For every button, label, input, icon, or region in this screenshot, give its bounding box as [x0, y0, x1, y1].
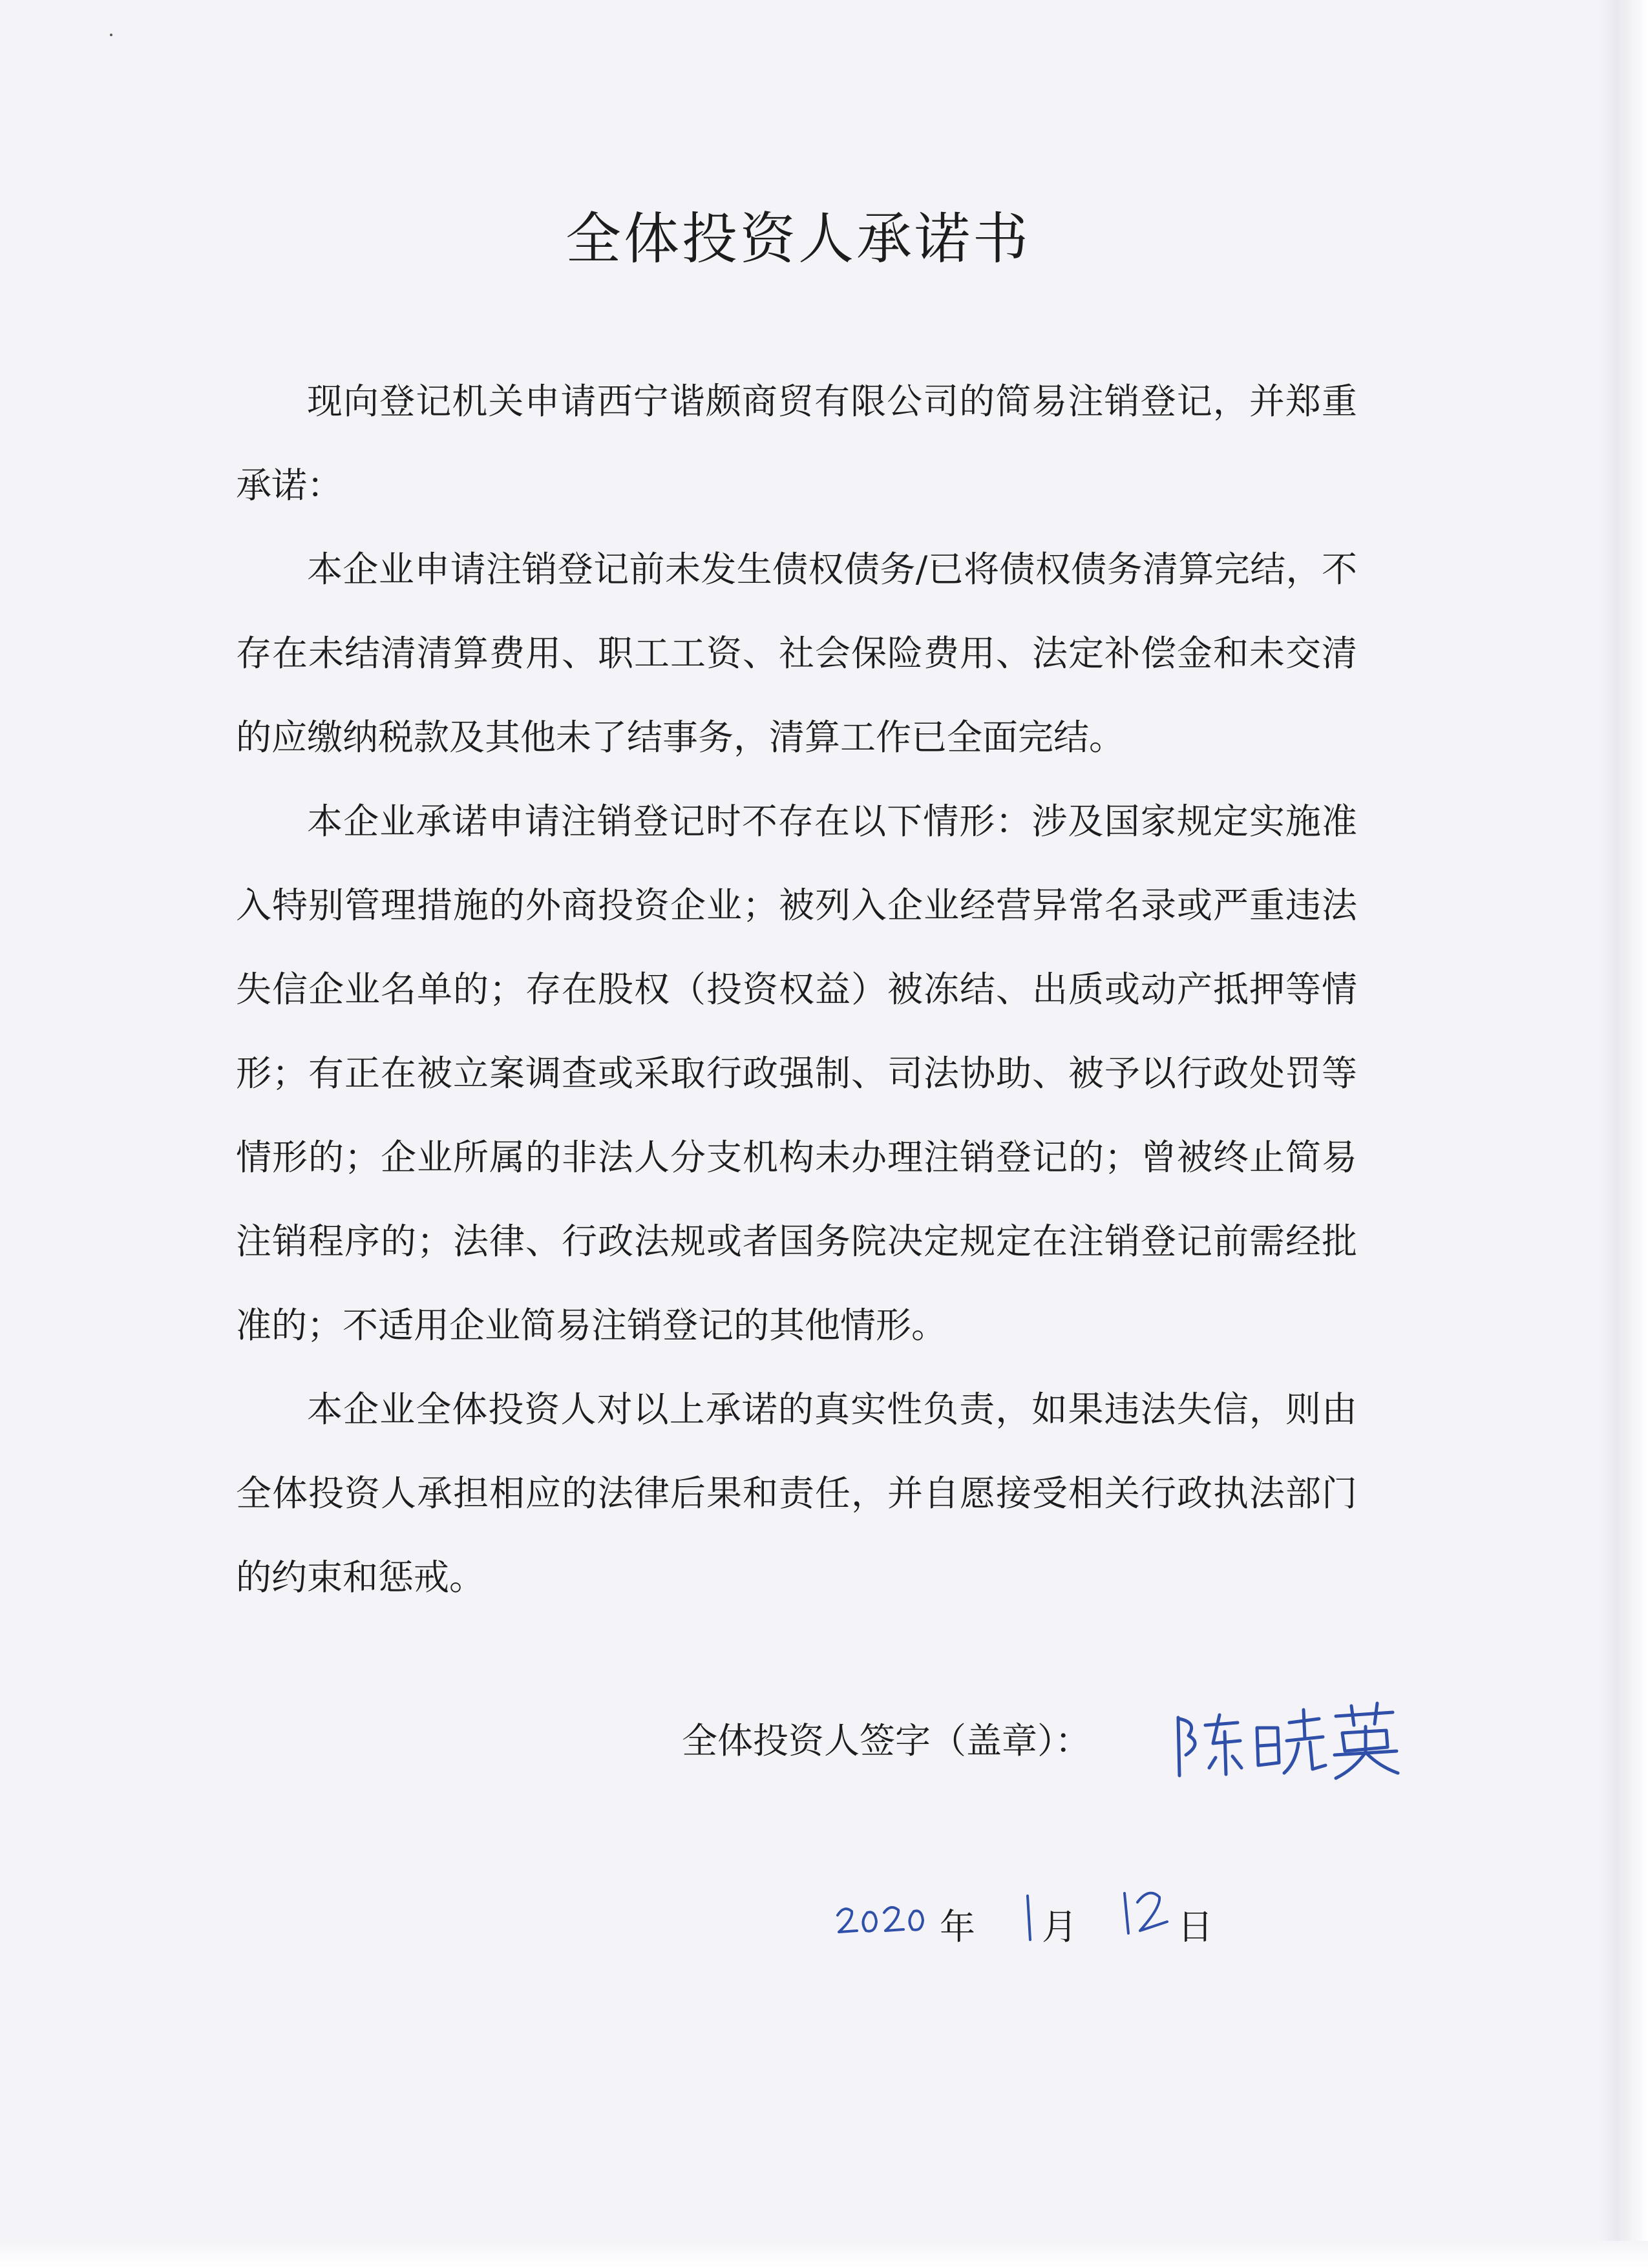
scan-edge-right [1598, 0, 1648, 2268]
handwritten-day [1112, 1885, 1183, 1944]
date-year-unit: 年 [940, 1906, 976, 1948]
date-section [834, 1880, 1247, 1951]
document-title: 全体投资人承诺书 [565, 207, 1031, 271]
svg-text:1: 1 [1016, 1889, 1017, 1890]
handwritten-signature [1160, 1693, 1406, 1783]
handwritten-month [1016, 1889, 1042, 1948]
paragraph-liability: 本企业全体投资人对以上承诺的真实性负责，如果违法失信，则由全体投资人承担相应的法律后果和责任，并自愿接受相关行政执法部门的约束和惩戒。 [236, 1389, 1357, 1598]
svg-text:2020: 2020 [834, 1893, 836, 1894]
date-day-unit: 日 [1178, 1906, 1214, 1948]
signature-name-text: 陈晓英 [1160, 1693, 1162, 1694]
handwritten-year [834, 1893, 931, 1945]
document-body [236, 359, 1357, 1619]
signature-label: 全体投资人签字（盖章）： [682, 1720, 1091, 1761]
svg-text:12: 12 [1112, 1885, 1113, 1886]
scan-edge-bottom [0, 2241, 1648, 2268]
paragraph-exclusions: 本企业承诺申请注销登记时不存在以下情形：涉及国家规定实施准入特别管理措施的外商投资企业；被列入企业经营异常名录或严重违法失信企业名单的；存在股权（投资权益）被冻结、出质或动产抵押等情形；有正在被立案调查或采取行政强制、司法协助、被予以行政处罚等情形的；企业所属的非法人分支机构未办理注销登记的；曾被终止简易注销程序的；法律、行政法规或者国务院决定规定在注销登记前需经批准的；不适用企业简易注销登记的其他情形。 [236, 801, 1357, 1346]
date-month-unit: 月 [1042, 1906, 1078, 1948]
scan-speck [110, 34, 112, 36]
signature-section [682, 1693, 1393, 1783]
paragraph-intro: 现向登记机关申请西宁谐颇商贸有限公司的简易注销登记，并郑重承诺： [236, 381, 1357, 506]
paragraph-debts: 本企业申请注销登记前未发生债权债务/已将债权债务清算完结，不存在未结清清算费用、职工工资、社会保险费用、法定补偿金和未交清的应缴纳税款及其他未了结事务，清算工作已全面完结。 [236, 549, 1357, 758]
